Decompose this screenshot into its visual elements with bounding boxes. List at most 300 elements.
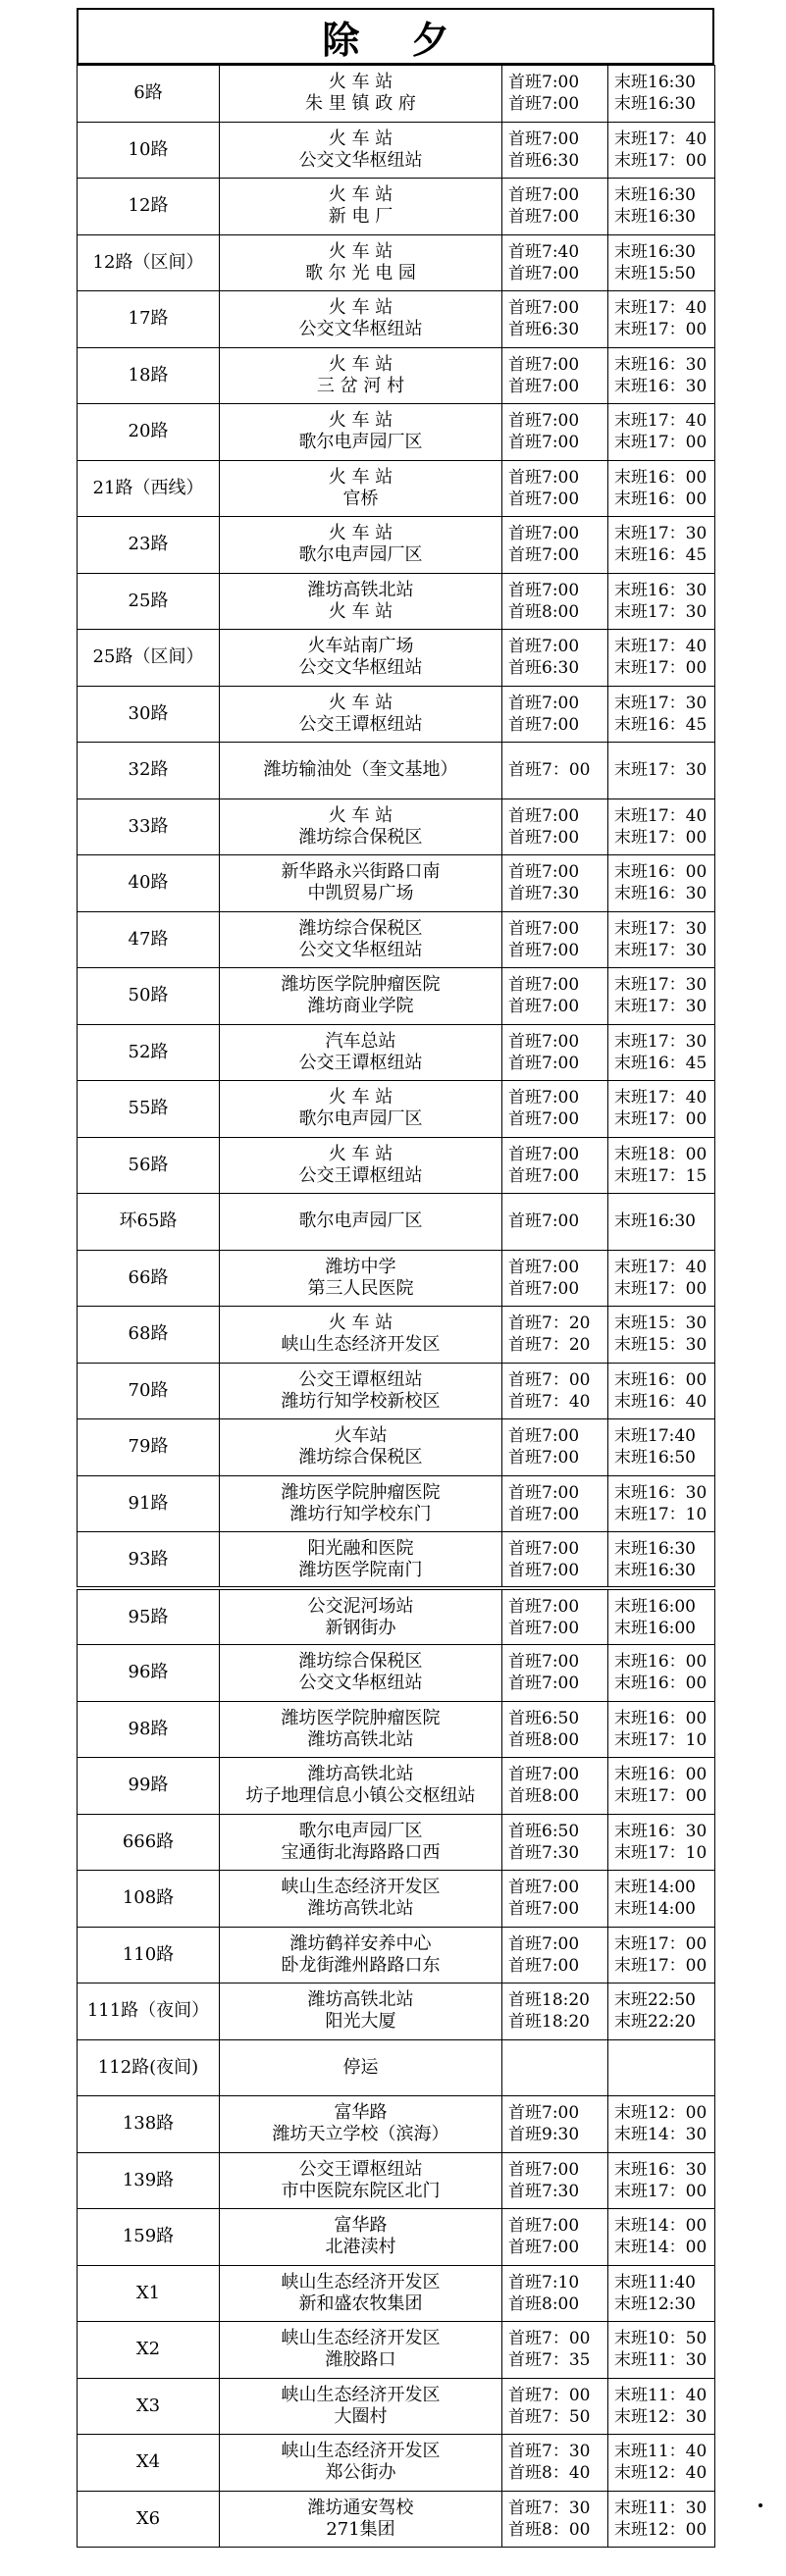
stop-cell bbox=[220, 2322, 502, 2379]
last-bus-cell-line: 末班16：45 bbox=[614, 714, 707, 735]
stop-cell bbox=[220, 1871, 502, 1928]
route-name: X2 bbox=[78, 2322, 220, 2379]
last-bus-cell-line: 末班16：00 bbox=[614, 467, 707, 488]
stop-cell-line: 潍坊天立学校（滨海） bbox=[272, 2124, 449, 2145]
first-bus-cell-line: 首班7:00 bbox=[508, 1031, 580, 1052]
page-title: 除 夕 bbox=[77, 8, 714, 65]
last-bus-cell-line: 末班16：30 bbox=[614, 884, 707, 904]
stop-cell bbox=[220, 2039, 502, 2096]
last-bus-cell bbox=[608, 1419, 715, 1476]
stop-cell-line: 宝通街北海路路口西 bbox=[281, 1841, 441, 1863]
last-bus-cell-line: 末班17：10 bbox=[614, 1729, 707, 1750]
last-bus-cell bbox=[608, 347, 715, 404]
last-bus-cell-line: 末班15:50 bbox=[614, 263, 696, 283]
first-bus-cell-line: 首班7:00 bbox=[508, 1538, 580, 1559]
last-bus-cell-line: 末班17：00 bbox=[614, 827, 707, 848]
table-row bbox=[78, 1363, 715, 1419]
stop-cell bbox=[220, 1984, 502, 2040]
stop-cell-line: 歌尔电声园厂区 bbox=[298, 1108, 423, 1130]
table-row bbox=[78, 799, 715, 855]
last-bus-cell bbox=[608, 1024, 715, 1081]
first-bus-cell-line: 首班7:00 bbox=[508, 1596, 580, 1617]
route-name: 108路 bbox=[78, 1871, 220, 1928]
first-bus-cell-line: 首班7:00 bbox=[508, 997, 580, 1017]
route-name: 55路 bbox=[78, 1081, 220, 1138]
table-row bbox=[78, 2322, 715, 2379]
route-name: 138路 bbox=[78, 2096, 220, 2153]
stop-cell bbox=[220, 179, 502, 235]
stop-cell bbox=[220, 1363, 502, 1419]
stop-cell-line: 峡山生态经济开发区 bbox=[281, 2328, 441, 2349]
stop-cell-line: 新和盛农牧集团 bbox=[298, 2293, 423, 2314]
last-bus-cell-line: 末班17：40 bbox=[614, 411, 707, 432]
stop-cell-line: 潍坊高铁北站 bbox=[307, 579, 414, 600]
stop-cell-line: 公交文华枢纽站 bbox=[298, 657, 423, 679]
table-row bbox=[78, 122, 715, 179]
last-bus-cell-line: 末班16：00 bbox=[614, 489, 707, 509]
stop-cell-line: 潍坊医学院肿瘤医院 bbox=[281, 1707, 441, 1728]
first-bus-cell bbox=[502, 573, 608, 630]
route-name: 52路 bbox=[78, 1024, 220, 1081]
route-name: 111路（夜间） bbox=[78, 1984, 220, 2040]
table-row bbox=[78, 460, 715, 517]
stop-cell-line: 新华路永兴街路口南 bbox=[281, 861, 441, 883]
first-bus-cell-line: 首班7:00 bbox=[508, 1765, 580, 1785]
last-bus-cell-line: 末班22:20 bbox=[614, 2012, 696, 2033]
first-bus-cell-line: 首班7:00 bbox=[508, 1278, 580, 1299]
route-name: 20路 bbox=[78, 404, 220, 461]
first-bus-cell-line: 首班7:00 bbox=[508, 827, 580, 848]
last-bus-cell-line: 末班17：30 bbox=[614, 997, 707, 1017]
first-bus-cell bbox=[502, 2435, 608, 2492]
stop-cell bbox=[220, 686, 502, 743]
last-bus-cell-line: 末班17：40 bbox=[614, 637, 707, 657]
stop-cell bbox=[220, 2435, 502, 2492]
stop-cell-line: 朱 里 镇 政 府 bbox=[305, 93, 416, 115]
stop-cell-line: 火 车 站 bbox=[328, 184, 393, 206]
stop-cell bbox=[220, 2491, 502, 2548]
stop-cell bbox=[220, 911, 502, 968]
table-row bbox=[78, 1645, 715, 1702]
stop-cell bbox=[220, 1701, 502, 1758]
stop-cell-line: 公交文华枢纽站 bbox=[298, 149, 423, 171]
last-bus-cell bbox=[608, 291, 715, 348]
stop-cell-line: 峡山生态经济开发区 bbox=[281, 2271, 441, 2293]
first-bus-cell bbox=[502, 1814, 608, 1871]
last-bus-cell-line: 末班17：00 bbox=[614, 658, 707, 679]
stop-cell-line: 大圈村 bbox=[334, 2405, 388, 2427]
route-name: 91路 bbox=[78, 1475, 220, 1532]
stop-cell-line: 停运 bbox=[342, 2056, 379, 2078]
first-bus-cell-line: 首班7:00 bbox=[508, 637, 580, 657]
first-bus-cell-line: 首班7:30 bbox=[508, 2181, 580, 2201]
first-bus-cell bbox=[502, 2378, 608, 2435]
first-bus-cell-line: 首班7：30 bbox=[508, 2498, 591, 2518]
first-bus-cell-line: 首班7:00 bbox=[508, 433, 580, 453]
table-row bbox=[78, 179, 715, 235]
stop-cell-line: 第三人民医院 bbox=[307, 1277, 414, 1299]
first-bus-cell-line: 首班7：00 bbox=[508, 760, 591, 781]
stop-cell-line: 火 车 站 bbox=[328, 1143, 393, 1164]
last-bus-cell-line: 末班17：40 bbox=[614, 298, 707, 319]
stop-cell-line: 北港渎村 bbox=[325, 2237, 396, 2258]
first-bus-cell-line: 首班7:00 bbox=[508, 354, 580, 375]
route-name: 96路 bbox=[78, 1645, 220, 1702]
first-bus-cell-line: 首班7:00 bbox=[508, 714, 580, 735]
last-bus-cell-line: 末班15：30 bbox=[614, 1314, 707, 1334]
stop-cell-line: 歌 尔 光 电 园 bbox=[305, 262, 416, 283]
stop-cell bbox=[220, 630, 502, 687]
last-bus-cell bbox=[608, 1194, 715, 1251]
first-bus-cell bbox=[502, 1024, 608, 1081]
bus-schedule-table bbox=[77, 65, 715, 2548]
first-bus-cell-line: 首班7:00 bbox=[508, 524, 580, 544]
stop-cell-line: 火 车 站 bbox=[328, 240, 393, 262]
stop-cell-line: 潍坊高铁北站 bbox=[307, 1898, 414, 1920]
table-row bbox=[78, 291, 715, 348]
table-row bbox=[78, 1927, 715, 1984]
stop-cell-line: 潍胶路口 bbox=[325, 2349, 396, 2371]
stop-cell-line: 潍坊综合保税区 bbox=[298, 1447, 423, 1468]
first-bus-cell bbox=[502, 911, 608, 968]
first-bus-cell-line: 首班7:00 bbox=[508, 1482, 580, 1503]
stop-cell bbox=[220, 2265, 502, 2322]
last-bus-cell-line: 末班17：00 bbox=[614, 2181, 707, 2201]
last-bus-cell-line: 末班16：45 bbox=[614, 545, 707, 566]
table-row bbox=[78, 1701, 715, 1758]
first-bus-cell-line: 首班6:30 bbox=[508, 150, 580, 171]
stop-cell-line: 火 车 站 bbox=[328, 410, 393, 432]
last-bus-cell bbox=[608, 66, 715, 123]
first-bus-cell-line: 首班7:00 bbox=[508, 129, 580, 149]
route-name: 12路 bbox=[78, 179, 220, 235]
route-name: 98路 bbox=[78, 1701, 220, 1758]
stop-cell-line: 潍坊通安驾校 bbox=[307, 2497, 414, 2518]
last-bus-cell bbox=[608, 1984, 715, 2040]
first-bus-cell bbox=[502, 460, 608, 517]
first-bus-cell bbox=[502, 234, 608, 291]
last-bus-cell bbox=[608, 2322, 715, 2379]
last-bus-cell-line: 末班14：00 bbox=[614, 2216, 707, 2237]
route-name: 79路 bbox=[78, 1419, 220, 1476]
route-name: 68路 bbox=[78, 1307, 220, 1364]
last-bus-cell-line: 末班16:50 bbox=[614, 1448, 696, 1468]
last-bus-cell-line: 末班16：00 bbox=[614, 1652, 707, 1673]
first-bus-cell-line: 首班7:40 bbox=[508, 241, 580, 262]
stop-cell-line: 公交王谭枢纽站 bbox=[298, 1164, 423, 1186]
first-bus-cell bbox=[502, 1363, 608, 1419]
table-row bbox=[78, 1475, 715, 1532]
stop-cell bbox=[220, 234, 502, 291]
stop-cell bbox=[220, 1307, 502, 1364]
last-bus-cell bbox=[608, 1645, 715, 1702]
last-bus-cell-line: 末班11:40 bbox=[614, 2272, 696, 2293]
route-name: 56路 bbox=[78, 1137, 220, 1194]
table-row bbox=[78, 66, 715, 123]
stop-cell bbox=[220, 1927, 502, 1984]
first-bus-cell-line: 首班7:00 bbox=[508, 1504, 580, 1524]
last-bus-cell bbox=[608, 2435, 715, 2492]
stop-cell bbox=[220, 1024, 502, 1081]
last-bus-cell bbox=[608, 1532, 715, 1589]
stop-cell-line: 潍坊鹤祥安养中心 bbox=[289, 1932, 432, 1954]
last-bus-cell-line: 末班16：40 bbox=[614, 1391, 707, 1412]
route-name: 139路 bbox=[78, 2152, 220, 2209]
stop-cell bbox=[220, 404, 502, 461]
stop-cell-line: 官桥 bbox=[342, 488, 379, 509]
last-bus-cell bbox=[608, 1814, 715, 1871]
table-row bbox=[78, 968, 715, 1025]
last-bus-cell-line: 末班16:30 bbox=[614, 207, 696, 228]
last-bus-cell-line: 末班17：00 bbox=[614, 1786, 707, 1807]
last-bus-cell-line: 末班17：00 bbox=[614, 1955, 707, 1976]
last-bus-cell-line: 末班14:00 bbox=[614, 1878, 696, 1898]
first-bus-cell-line: 首班7：20 bbox=[508, 1335, 591, 1356]
first-bus-cell bbox=[502, 347, 608, 404]
first-bus-cell-line: 首班7:00 bbox=[508, 1560, 580, 1580]
route-name: 23路 bbox=[78, 517, 220, 574]
last-bus-cell bbox=[608, 799, 715, 855]
last-bus-cell bbox=[608, 404, 715, 461]
last-bus-cell-line: 末班12：40 bbox=[614, 2463, 707, 2484]
first-bus-cell-line: 首班8:00 bbox=[508, 2293, 580, 2314]
stop-cell-line: 潍坊高铁北站 bbox=[307, 1764, 414, 1785]
stop-cell-line: 潍坊综合保税区 bbox=[298, 826, 423, 848]
last-bus-cell bbox=[608, 2152, 715, 2209]
first-bus-cell bbox=[502, 2096, 608, 2153]
first-bus-cell-line: 首班7：30 bbox=[508, 2442, 591, 2462]
stop-cell bbox=[220, 122, 502, 179]
stop-cell-line: 富华路 bbox=[334, 2215, 388, 2237]
first-bus-cell bbox=[502, 1871, 608, 1928]
stop-cell-line: 火 车 站 bbox=[328, 128, 393, 149]
route-name: 10路 bbox=[78, 122, 220, 179]
last-bus-cell-line: 末班17：30 bbox=[614, 1031, 707, 1052]
stop-cell bbox=[220, 2152, 502, 2209]
table-row bbox=[78, 2491, 715, 2548]
first-bus-cell-line: 首班8：40 bbox=[508, 2463, 591, 2484]
table-row bbox=[78, 1307, 715, 1364]
table-row bbox=[78, 1532, 715, 1589]
table-row bbox=[78, 1984, 715, 2040]
route-name: X3 bbox=[78, 2378, 220, 2435]
stop-cell bbox=[220, 1814, 502, 1871]
stop-cell-line: 火 车 站 bbox=[328, 1087, 393, 1108]
stop-cell-line: 火车站南广场 bbox=[307, 636, 414, 657]
last-bus-cell-line: 末班16：00 bbox=[614, 1674, 707, 1694]
first-bus-cell bbox=[502, 743, 608, 799]
stop-cell-line: 潍坊商业学院 bbox=[307, 996, 414, 1017]
last-bus-cell-line: 末班17：30 bbox=[614, 918, 707, 939]
last-bus-cell-line: 末班16:30 bbox=[614, 1211, 696, 1232]
last-bus-cell bbox=[608, 1871, 715, 1928]
last-bus-cell-line: 末班10：50 bbox=[614, 2329, 707, 2349]
last-bus-cell-line: 末班11：40 bbox=[614, 2442, 707, 2462]
route-name: 95路 bbox=[78, 1588, 220, 1645]
route-name: X4 bbox=[78, 2435, 220, 2492]
last-bus-cell-line: 末班17：30 bbox=[614, 940, 707, 960]
stop-cell-line: 潍坊行知学校新校区 bbox=[281, 1390, 441, 1412]
route-name: 25路 bbox=[78, 573, 220, 630]
first-bus-cell-line: 首班7:00 bbox=[508, 1109, 580, 1130]
first-bus-cell-line: 首班7:00 bbox=[508, 1878, 580, 1898]
table-row bbox=[78, 404, 715, 461]
stop-cell bbox=[220, 460, 502, 517]
last-bus-cell-line: 末班16：30 bbox=[614, 354, 707, 375]
first-bus-cell-line: 首班6:50 bbox=[508, 1708, 580, 1728]
first-bus-cell-line: 首班7:00 bbox=[508, 376, 580, 396]
first-bus-cell-line: 首班7:00 bbox=[508, 2238, 580, 2258]
first-bus-cell-line: 首班7:00 bbox=[508, 862, 580, 883]
last-bus-cell bbox=[608, 630, 715, 687]
last-bus-cell bbox=[608, 686, 715, 743]
last-bus-cell bbox=[608, 2096, 715, 2153]
first-bus-cell-line: 首班7：00 bbox=[508, 1369, 591, 1390]
last-bus-cell-line: 末班16:30 bbox=[614, 185, 696, 206]
first-bus-cell bbox=[502, 2209, 608, 2266]
stop-cell-line: 潍坊高铁北站 bbox=[307, 1728, 414, 1750]
first-bus-cell-line: 首班18:20 bbox=[508, 2012, 590, 2033]
first-bus-cell bbox=[502, 1758, 608, 1815]
table-row bbox=[78, 855, 715, 912]
stop-cell-line: 潍坊中学 bbox=[325, 1256, 396, 1277]
last-bus-cell-line: 末班17：00 bbox=[614, 1109, 707, 1130]
first-bus-cell-line: 首班7：00 bbox=[508, 2329, 591, 2349]
stop-cell-line: 歌尔电声园厂区 bbox=[298, 544, 423, 566]
table-row bbox=[78, 1250, 715, 1307]
last-bus-cell-line: 末班16：30 bbox=[614, 2159, 707, 2180]
last-bus-cell-line: 末班16:30 bbox=[614, 1538, 696, 1559]
stop-cell bbox=[220, 291, 502, 348]
first-bus-cell bbox=[502, 291, 608, 348]
last-bus-cell bbox=[608, 2491, 715, 2548]
first-bus-cell-line: 首班7：20 bbox=[508, 1314, 591, 1334]
stop-cell-line: 火 车 站 bbox=[328, 353, 393, 375]
table-row bbox=[78, 630, 715, 687]
table-row bbox=[78, 1024, 715, 1081]
stop-cell bbox=[220, 1645, 502, 1702]
table-row bbox=[78, 1758, 715, 1815]
last-bus-cell-line: 末班17:40 bbox=[614, 1426, 696, 1447]
table-row bbox=[78, 517, 715, 574]
stop-cell-line: 火 车 站 bbox=[328, 600, 393, 622]
first-bus-cell-line: 首班7:00 bbox=[508, 207, 580, 228]
route-name: 环65路 bbox=[78, 1194, 220, 1251]
last-bus-cell-line: 末班16：30 bbox=[614, 1482, 707, 1503]
table-row bbox=[78, 1137, 715, 1194]
last-bus-cell bbox=[608, 1475, 715, 1532]
first-bus-cell-line: 首班7:00 bbox=[508, 1955, 580, 1976]
first-bus-cell-line: 首班7:00 bbox=[508, 805, 580, 826]
last-bus-cell bbox=[608, 1081, 715, 1138]
first-bus-cell bbox=[502, 66, 608, 123]
route-name: 40路 bbox=[78, 855, 220, 912]
last-bus-cell bbox=[608, 1363, 715, 1419]
first-bus-cell-line: 首班6:50 bbox=[508, 1821, 580, 1841]
last-bus-cell-line: 末班17：30 bbox=[614, 760, 707, 781]
last-bus-cell-line: 末班16:30 bbox=[614, 241, 696, 262]
stop-cell-line: 公交王谭枢纽站 bbox=[298, 2158, 423, 2180]
table-row bbox=[78, 2152, 715, 2209]
first-bus-cell bbox=[502, 2265, 608, 2322]
stop-cell-line: 公交王谭枢纽站 bbox=[298, 713, 423, 735]
last-bus-cell bbox=[608, 1758, 715, 1815]
route-name: 112路(夜间) bbox=[78, 2039, 220, 2096]
first-bus-cell-line: 首班7:00 bbox=[508, 1899, 580, 1920]
stray-dot bbox=[759, 2503, 762, 2507]
table-row bbox=[78, 1194, 715, 1251]
table-row bbox=[78, 2265, 715, 2322]
first-bus-cell-line: 首班8:00 bbox=[508, 601, 580, 622]
first-bus-cell bbox=[502, 1475, 608, 1532]
stop-cell-line: 火车站 bbox=[334, 1425, 388, 1447]
stop-cell-line: 新 电 厂 bbox=[328, 206, 393, 228]
stop-cell-line: 公交王谭枢纽站 bbox=[298, 1052, 423, 1073]
stop-cell bbox=[220, 1475, 502, 1532]
last-bus-cell bbox=[608, 1701, 715, 1758]
first-bus-cell-line: 首班7:00 bbox=[508, 263, 580, 283]
first-bus-cell bbox=[502, 404, 608, 461]
last-bus-cell bbox=[608, 1588, 715, 1645]
stop-cell-line: 郑公街办 bbox=[325, 2462, 396, 2484]
last-bus-cell bbox=[608, 460, 715, 517]
stop-cell-line: 歌尔电声园厂区 bbox=[298, 432, 423, 453]
route-name: 666路 bbox=[78, 1814, 220, 1871]
stop-cell bbox=[220, 799, 502, 855]
first-bus-cell-line: 首班7:00 bbox=[508, 411, 580, 432]
last-bus-cell-line: 末班17：30 bbox=[614, 693, 707, 713]
first-bus-cell-line: 首班7:00 bbox=[508, 940, 580, 960]
last-bus-cell-line: 末班16：30 bbox=[614, 376, 707, 396]
route-name: 33路 bbox=[78, 799, 220, 855]
route-name: X1 bbox=[78, 2265, 220, 2322]
first-bus-cell bbox=[502, 1645, 608, 1702]
last-bus-cell-line: 末班12:30 bbox=[614, 2293, 696, 2314]
first-bus-cell bbox=[502, 1081, 608, 1138]
last-bus-cell-line: 末班17：00 bbox=[614, 150, 707, 171]
stop-cell-line: 潍坊综合保税区 bbox=[298, 917, 423, 939]
stop-cell-line: 歌尔电声园厂区 bbox=[298, 1211, 423, 1232]
table-row bbox=[78, 1081, 715, 1138]
first-bus-cell-line: 首班7:00 bbox=[508, 1933, 580, 1954]
first-bus-cell-line: 首班7:30 bbox=[508, 884, 580, 904]
first-bus-cell-line: 首班8:00 bbox=[508, 1729, 580, 1750]
table-row bbox=[78, 911, 715, 968]
first-bus-cell-line: 首班7:00 bbox=[508, 1448, 580, 1468]
stop-cell bbox=[220, 2209, 502, 2266]
last-bus-cell-line: 末班17：30 bbox=[614, 601, 707, 622]
stop-cell-line: 火 车 站 bbox=[328, 466, 393, 488]
stop-cell-line: 公交泥河场站 bbox=[307, 1595, 414, 1617]
first-bus-cell-line: 首班7:00 bbox=[508, 94, 580, 115]
last-bus-cell-line: 末班17：00 bbox=[614, 433, 707, 453]
stop-cell-line: 潍坊医学院肿瘤医院 bbox=[281, 974, 441, 996]
first-bus-cell bbox=[502, 1701, 608, 1758]
last-bus-cell-line: 末班17：30 bbox=[614, 524, 707, 544]
first-bus-cell-line: 首班7:00 bbox=[508, 2216, 580, 2237]
first-bus-cell bbox=[502, 1194, 608, 1251]
last-bus-cell-line: 末班12：30 bbox=[614, 2406, 707, 2427]
last-bus-cell-line: 末班17：00 bbox=[614, 1278, 707, 1299]
last-bus-cell-line: 末班16:00 bbox=[614, 1596, 696, 1617]
table-row bbox=[78, 1419, 715, 1476]
first-bus-cell bbox=[502, 1250, 608, 1307]
last-bus-cell-line: 末班16:00 bbox=[614, 1618, 696, 1638]
last-bus-cell-line: 末班18：00 bbox=[614, 1144, 707, 1164]
last-bus-cell-line: 末班16：30 bbox=[614, 1821, 707, 1841]
stop-cell-line: 峡山生态经济开发区 bbox=[281, 1334, 441, 1356]
stop-cell-line: 271集团 bbox=[326, 2518, 395, 2540]
